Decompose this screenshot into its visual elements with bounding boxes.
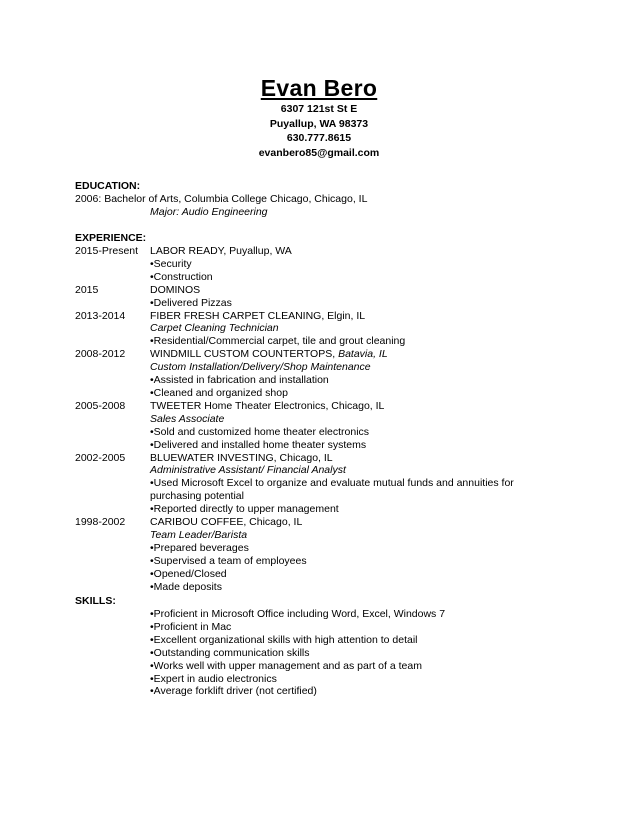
address-line-1: 6307 121st St E <box>280 103 358 115</box>
job-entry <box>75 310 615 349</box>
job-details <box>150 516 615 593</box>
experience-heading: EXPERIENCE: <box>75 232 147 244</box>
job-employer-name: CARIBOU COFFEE, Chicago, IL <box>150 516 303 529</box>
job-employer-name: BLUEWATER INVESTING, Chicago, IL <box>150 451 333 464</box>
job-employer-location: Batavia, IL <box>338 348 388 361</box>
job-details <box>150 400 615 452</box>
address-line-2: Puyallup, WA 98373 <box>269 117 369 130</box>
job-entry <box>75 452 615 517</box>
skills-heading: SKILLS: <box>75 595 116 607</box>
job-employer <box>150 400 615 413</box>
job-details <box>150 452 615 517</box>
job-bullet: •Delivered Pizzas <box>150 296 232 309</box>
education-section <box>75 180 615 219</box>
job-date: 2002-2005 <box>75 451 126 464</box>
job-employer <box>150 245 615 258</box>
job-details <box>150 310 615 349</box>
job-date: 1998-2002 <box>75 516 126 529</box>
job-bullet: •Sold and customized home theater electronics <box>150 425 370 438</box>
job-bullet: •Opened/Closed <box>150 567 227 580</box>
job-bullet: •Supervised a team of employees <box>150 554 307 567</box>
education-degree-text: 2006: Bachelor of Arts, Columbia College Chicago, Chicago, IL <box>75 193 368 205</box>
job-bullet: •Delivered and installed home theater systems <box>150 438 367 451</box>
job-entry <box>75 516 615 593</box>
job-bullet: •Reported directly to upper management <box>150 503 339 516</box>
education-degree <box>75 193 615 206</box>
skill-item: •Proficient in Mac <box>150 620 232 633</box>
experience-section <box>75 232 615 593</box>
skill-item: •Excellent organizational skills with high attention to detail <box>150 633 418 646</box>
education-major: Major: Audio Engineering <box>150 205 268 218</box>
skill-item: •Expert in audio electronics <box>150 672 277 685</box>
job-employer <box>150 284 615 297</box>
job-details <box>150 245 615 284</box>
skill-item: •Outstanding communication skills <box>150 646 310 659</box>
job-title: Team Leader/Barista <box>150 528 248 541</box>
skills-section <box>75 595 615 698</box>
job-date: 2015-Present <box>75 245 139 257</box>
job-date: 2005-2008 <box>75 399 126 412</box>
job-entry <box>75 245 615 284</box>
skill-item: •Proficient in Microsoft Office including Word, Excel, Windows 7 <box>150 608 446 620</box>
job-date: 2015 <box>75 283 99 296</box>
job-employer-name: LABOR READY, Puyallup, WA <box>150 245 292 257</box>
job-employer-name: FIBER FRESH CARPET CLEANING, Elgin, IL <box>150 309 366 322</box>
job-employer <box>150 310 615 323</box>
job-employer-name: DOMINOS <box>150 283 201 296</box>
skills-list <box>150 608 615 698</box>
job-employer <box>150 516 615 529</box>
job-title: Sales Associate <box>150 412 225 425</box>
job-bullet: •Made deposits <box>150 580 222 593</box>
education-major-row <box>75 206 615 219</box>
experience-list <box>75 245 615 593</box>
skill-item: •Works well with upper management and as part of a team <box>150 659 422 672</box>
job-date: 2008-2012 <box>75 348 126 361</box>
job-bullet: •Used Microsoft Excel to organize and evaluate mutual funds and annuities for <box>150 477 514 490</box>
education-heading: EDUCATION: <box>75 180 141 192</box>
skills-row <box>75 608 615 698</box>
job-details <box>150 284 615 310</box>
skill-item: •Average forklift driver (not certified) <box>150 685 317 698</box>
job-bullet: purchasing potential <box>150 490 244 503</box>
job-title: Custom Installation/Delivery/Shop Maintenance <box>150 361 371 374</box>
job-entry <box>75 400 615 452</box>
job-entry <box>75 348 615 400</box>
phone-number: 630.777.8615 <box>286 132 352 144</box>
job-title: Carpet Cleaning Technician <box>150 322 279 335</box>
email-address: evanbero85@gmail.com <box>258 146 380 159</box>
job-employer-name: TWEETER Home Theater Electronics, Chicago, IL <box>150 399 385 412</box>
job-bullet: •Prepared beverages <box>150 541 249 554</box>
job-title: Administrative Assistant/ Financial Analyst <box>150 464 346 477</box>
job-entry <box>75 284 615 310</box>
job-bullet: •Construction <box>150 270 213 283</box>
job-employer-name: WINDMILL CUSTOM COUNTERTOPS, <box>150 348 336 361</box>
job-employer <box>150 348 615 361</box>
applicant-name: Evan Bero <box>260 75 378 101</box>
job-bullet: •Assisted in fabrication and installation <box>150 374 329 387</box>
job-date: 2013-2014 <box>75 309 126 322</box>
job-bullet: •Cleaned and organized shop <box>150 386 288 399</box>
job-bullet: •Residential/Commercial carpet, tile and grout cleaning <box>150 335 406 348</box>
job-bullet: •Security <box>150 257 192 270</box>
job-employer <box>150 452 615 465</box>
job-details <box>150 348 615 400</box>
resume-header <box>0 74 638 160</box>
